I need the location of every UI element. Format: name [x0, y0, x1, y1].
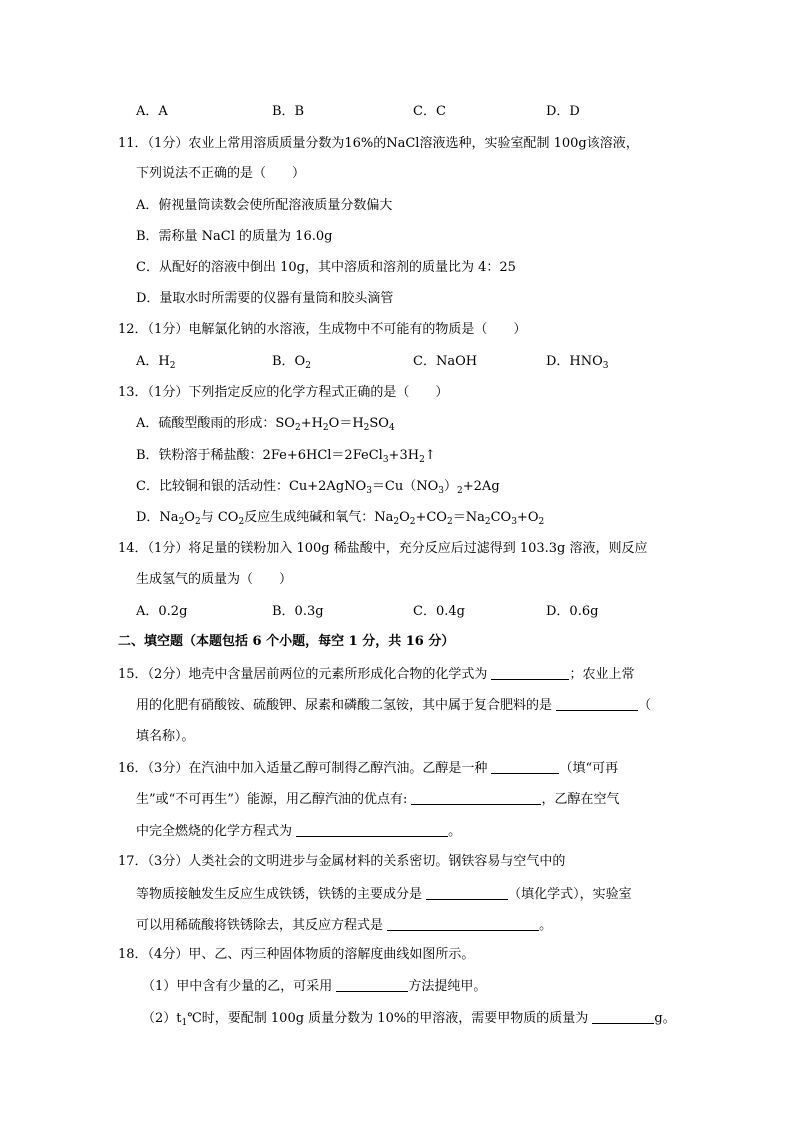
- q12-option-b: B．$O_2$: [272, 354, 311, 371]
- gas-arrow-icon: ↑: [424, 448, 436, 463]
- q18-stem: 18．（4分）甲、乙、丙三种固体物质的溶解度曲线如图所示。: [118, 947, 475, 962]
- q13-option-b: B．铁粉溶于稀盐酸：$2Fe+6HCl=2FeCl_3+3H_2↑$: [136, 448, 436, 465]
- q14-option-d: D．0.6g: [546, 604, 599, 619]
- q16-blank-2[interactable]: [411, 790, 541, 805]
- q11-stem-line2: 下列说法不正确的是（ ）: [136, 166, 306, 181]
- q17-line3: 可以用稀硫酸将铁锈除去，其反应方程式是 。: [136, 918, 553, 933]
- q18-blank-1[interactable]: [336, 977, 408, 992]
- q17-blank-1[interactable]: [426, 885, 508, 900]
- q15-line3: 填名称）。: [136, 729, 195, 744]
- q11-option-b: B．需称量 NaCl 的质量为 16.0g: [136, 229, 333, 244]
- q10-options: [136, 103, 696, 121]
- q12-stem: 12．（1分）电解氯化钠的水溶液，生成物中不可能有的物质是（ ）: [118, 322, 527, 337]
- q15-line2: 用的化肥有硝酸铵、硫酸钾、尿素和磷酸二氢铵，其中属于复合肥料的是 （: [136, 698, 652, 713]
- q11-option-c: C．从配好的溶液中倒出 10g，其中溶质和溶剂的质量比为 4：25: [136, 260, 516, 275]
- q10-option-b: B．B: [272, 104, 305, 119]
- q15-blank-2[interactable]: [556, 696, 638, 711]
- q15-line1: 15．（2分）地壳中含量居前两位的元素所形成化合物的化学式为 ；农业上常: [118, 667, 635, 682]
- q14-options: [136, 603, 696, 621]
- q13-option-a: A．硫酸型酸雨的形成：$SO_2+H_2O=H_2SO_4$: [136, 416, 395, 433]
- q13-stem: 13．（1分）下列指定反应的化学方程式正确的是（ ）: [118, 385, 449, 400]
- q14-option-c: C．0.4g: [413, 604, 465, 619]
- q17-line2: 等物质接触发生反应生成铁锈，铁锈的主要成分是 （填化学式），实验室: [136, 887, 632, 902]
- q16-line1: 16．（3分）在汽油中加入适量乙醇可制得乙醇汽油。乙醇是一种 （填“可再: [118, 761, 619, 776]
- q11-option-d: D．量取水时所需要的仪器有量筒和胶头滴管: [136, 291, 394, 306]
- q16-line3: 中完全燃烧的化学方程式为 。: [136, 824, 462, 839]
- q13-option-d: D．$Na_2O_2$与 $CO_2$反应生成纯碱和氧气：$Na_2O_2+CO_2=Na_2CO_3+O_2$: [136, 510, 545, 527]
- q12-option-c: C．NaOH: [413, 354, 478, 369]
- q10-option-c: C．C: [413, 104, 446, 119]
- q10-option-d: D．D: [546, 104, 580, 119]
- q17-line1: 17．（3分）人类社会的文明进步与金属材料的关系密切。钢铁容易与空气中的: [118, 854, 566, 869]
- q12-option-a: A．$H_2$: [136, 354, 176, 371]
- q16-blank-1[interactable]: [491, 759, 559, 774]
- q14-option-b: B．0.3g: [272, 604, 324, 619]
- q17-blank-2[interactable]: [387, 916, 539, 931]
- q12-options: [136, 353, 696, 371]
- q14-stem-line1: 14．（1分）将足量的镁粉加入 100g 稀盐酸中，充分反应后过滤得到 103.3g 溶液，则反应: [118, 541, 648, 556]
- q12-option-d: D．$HNO_3$: [546, 354, 609, 371]
- q16-blank-3[interactable]: [296, 822, 448, 837]
- q15-blank-1[interactable]: [491, 665, 569, 680]
- q18-part2: $(2)t_1℃$时，要配制 100g 质量分数为 10%的甲溶液，需要甲物质的质量为 g。: [142, 1011, 676, 1028]
- q14-stem-line2: 生成氢气的质量为（ ）: [136, 572, 293, 587]
- q18-part1: （1）甲中含有少量的乙，可采用 方法提纯甲。: [142, 979, 487, 994]
- q11-stem-line1: 11．（1分）农业上常用溶质质量分数为16%的NaCl溶液选种，实验室配制 100g该溶液，: [118, 136, 639, 151]
- q11-option-a: A．俯视量筒读数会使所配溶液质量分数偏大: [136, 198, 393, 213]
- q18-blank-2[interactable]: [592, 1009, 654, 1024]
- q13-option-c: C．比较铜和银的活动性：$Cu+2AgNO_3=Cu(NO_3)_2+2Ag$: [136, 479, 500, 496]
- q10-option-a: A．A: [136, 104, 168, 119]
- q16-line2: 生”或“不可再生”）能源，用乙醇汽油的优点有: ，乙醇在空气: [136, 792, 620, 807]
- q14-option-a: A．0.2g: [136, 604, 188, 619]
- section-title: 二、填空题（本题包括 6 个小题，每空 1 分，共 16 分）: [118, 634, 455, 649]
